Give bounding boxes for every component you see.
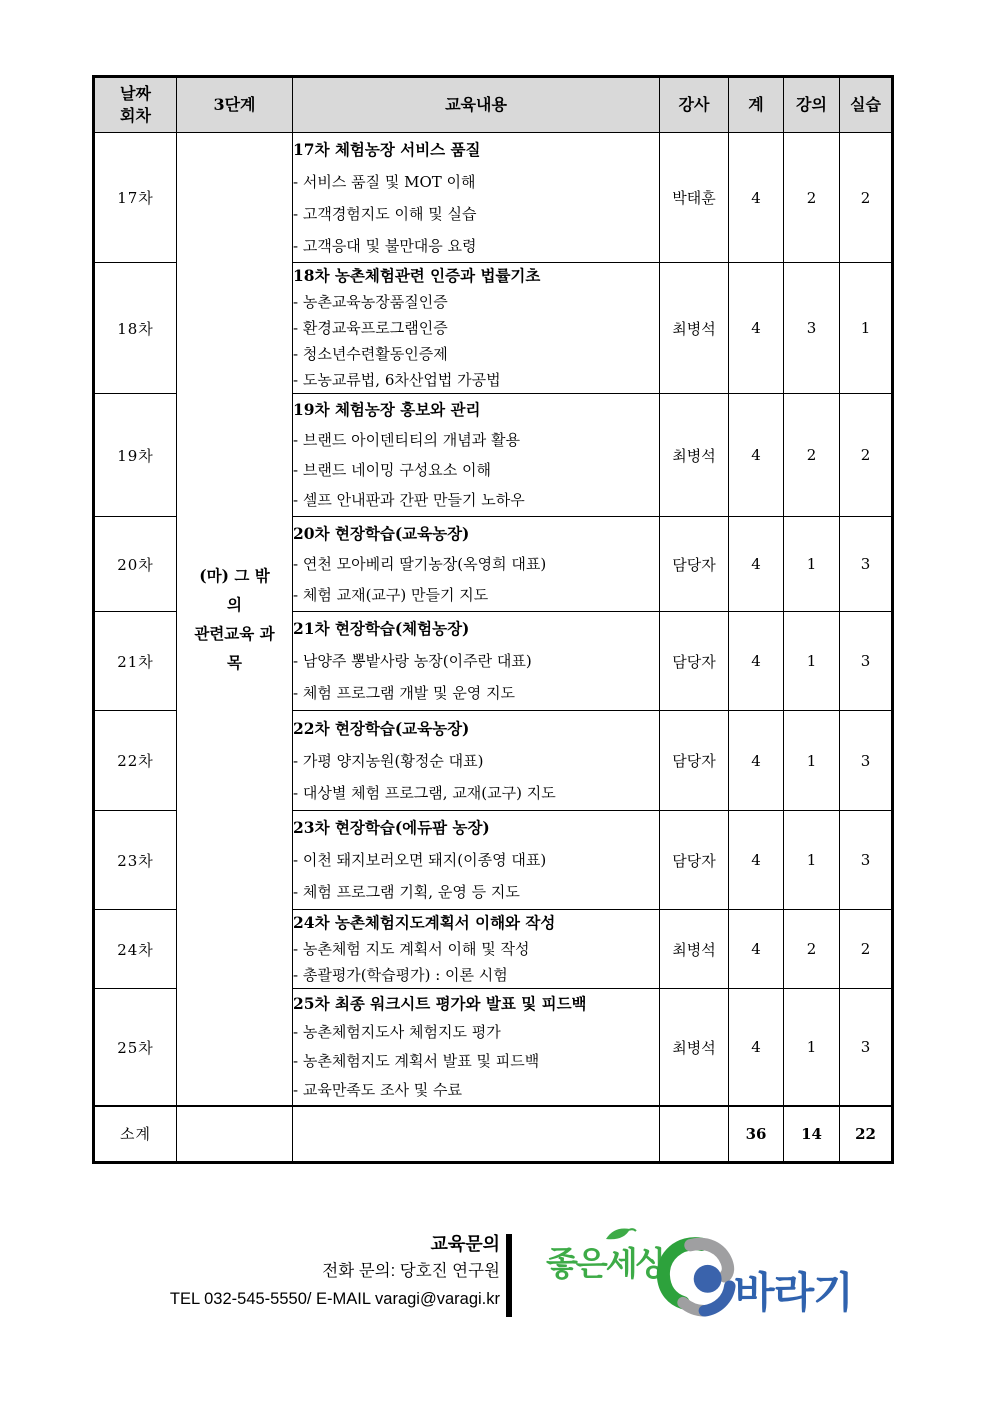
- curriculum-table: [92, 75, 894, 1164]
- lesson-bullet: - 농촌체험지도사 체험지도 평가: [293, 1023, 501, 1041]
- col-header-total: 계: [729, 77, 784, 133]
- practice-hours-cell: 2: [840, 394, 893, 517]
- total-hours-cell: 4: [729, 811, 784, 910]
- col-header-practice: 실습: [840, 77, 893, 133]
- instructor-cell: 최병석: [660, 910, 729, 989]
- total-hours-cell: 4: [729, 612, 784, 711]
- lesson-title: 24차 농촌체험지도계획서 이해와 작성: [293, 913, 556, 932]
- lesson-title: 17차 체험농장 서비스 품질: [293, 139, 481, 159]
- logo-text-left: 좋은세상: [546, 1245, 666, 1282]
- contact-block: [0, 1231, 500, 1313]
- lecture-hours-cell: 1: [784, 711, 840, 811]
- contact-tel-email-line: TEL 032-545-5550/ E-MAIL varagi@varagi.kr: [169, 1290, 500, 1308]
- content-cell: [293, 910, 660, 989]
- total-hours-cell: 4: [729, 711, 784, 811]
- lesson-title: 18차 농촌체험관련 인증과 법률기초: [293, 266, 541, 285]
- lecture-hours-cell: 1: [784, 517, 840, 612]
- total-hours-cell: 4: [729, 989, 784, 1107]
- lesson-bullet: - 이천 돼지보러오면 돼지(이종영 대표): [293, 851, 547, 869]
- practice-hours-cell: 2: [840, 910, 893, 989]
- total-hours-cell: 4: [729, 263, 784, 394]
- lesson-title: 23차 현장학습(에듀팜 농장): [293, 818, 490, 837]
- practice-hours-cell: 3: [840, 989, 893, 1107]
- lesson-title: 20차 현장학습(교육농장): [293, 523, 470, 543]
- col-header-stage: 3단계: [177, 77, 293, 133]
- lecture-hours-cell: 2: [784, 394, 840, 517]
- lecture-hours-cell: 1: [784, 811, 840, 910]
- practice-hours-cell: 3: [840, 517, 893, 612]
- content-cell: [293, 263, 660, 394]
- lesson-bullet: - 체험 프로그램 개발 및 운영 지도: [293, 684, 516, 702]
- instructor-cell: 담당자: [660, 711, 729, 811]
- session-cell: 21차: [94, 612, 177, 711]
- stage-cell: [177, 133, 293, 1107]
- logo-text-right: 바라기: [734, 1269, 853, 1316]
- subtotal-total-cell: 36: [729, 1106, 784, 1162]
- lesson-title: 25차 최종 워크시트 평가와 발표 및 피드백: [293, 994, 587, 1013]
- lesson-title: 21차 현장학습(체험농장): [293, 619, 470, 638]
- lesson-bullet: - 고객응대 및 불만대응 요령: [293, 236, 477, 255]
- lesson-bullet: - 환경교육프로그램인증: [293, 319, 448, 337]
- content-cell: [293, 711, 660, 811]
- stage-line: 목: [227, 653, 242, 672]
- instructor-cell: 최병석: [660, 989, 729, 1107]
- leaf-icon: [602, 1225, 638, 1245]
- lesson-bullet: - 연천 모아베리 딸기농장(옥영희 대표): [293, 554, 547, 573]
- lesson-title: 22차 현장학습(교육농장): [293, 718, 470, 738]
- lesson-bullet: - 총괄평가(학습평가) : 이론 시험: [293, 966, 508, 984]
- lesson-bullet: - 체험 프로그램 기획, 운영 등 지도: [293, 883, 520, 901]
- lesson-bullet: - 농촌체험 지도 계획서 이해 및 작성: [293, 940, 530, 958]
- practice-hours-cell: 3: [840, 711, 893, 811]
- subtotal-stage-cell: [177, 1106, 293, 1162]
- lecture-hours-cell: 2: [784, 133, 840, 263]
- subtotal-content-cell: [293, 1106, 660, 1162]
- lesson-bullet: - 셀프 안내판과 간판 만들기 노하우: [293, 491, 525, 509]
- col-header-session-line1: 날짜: [120, 84, 151, 104]
- lesson-bullet: - 브랜드 네이밍 구성요소 이해: [293, 461, 492, 479]
- lecture-hours-cell: 3: [784, 263, 840, 394]
- practice-hours-cell: 3: [840, 612, 893, 711]
- content-cell: [293, 517, 660, 612]
- lesson-bullet: - 남양주 뽕밭사랑 농장(이주란 대표): [293, 652, 532, 670]
- practice-hours-cell: 3: [840, 811, 893, 910]
- table-header-row: [94, 77, 893, 133]
- contact-phone-line: 전화 문의: 당호진 연구원: [322, 1262, 500, 1280]
- lesson-bullet: - 체험 교재(교구) 만들기 지도: [293, 585, 489, 604]
- company-logo: [542, 1228, 882, 1323]
- instructor-cell: 최병석: [660, 394, 729, 517]
- subtotal-label-cell: 소계: [94, 1106, 177, 1162]
- instructor-cell: 박태훈: [660, 133, 729, 263]
- lecture-hours-cell: 1: [784, 612, 840, 711]
- content-cell: [293, 133, 660, 263]
- session-cell: 17차: [94, 133, 177, 263]
- lesson-bullet: - 대상별 체험 프로그램, 교재(교구) 지도: [293, 783, 556, 802]
- lecture-hours-cell: 2: [784, 910, 840, 989]
- lesson-bullet: - 도농교류법, 6차산업법 가공법: [293, 371, 501, 389]
- session-cell: 22차: [94, 711, 177, 811]
- col-header-session-line2: 회차: [120, 106, 151, 125]
- stage-line: 관련교육 과: [194, 624, 275, 643]
- session-cell: 18차: [94, 263, 177, 394]
- session-cell: 19차: [94, 394, 177, 517]
- content-cell: [293, 811, 660, 910]
- lesson-bullet: - 고객경험지도 이해 및 실습: [293, 204, 477, 223]
- vertical-divider: [506, 1234, 512, 1317]
- session-cell: 23차: [94, 811, 177, 910]
- content-cell: [293, 394, 660, 517]
- session-cell: 24차: [94, 910, 177, 989]
- lesson-bullet: - 청소년수련활동인증제: [293, 345, 448, 363]
- lesson-bullet: - 브랜드 아이덴티티의 개념과 활용: [293, 431, 521, 449]
- stage-line: 의: [227, 595, 242, 614]
- subtotal-row: [94, 1106, 893, 1162]
- instructor-cell: 최병석: [660, 263, 729, 394]
- lecture-hours-cell: 1: [784, 989, 840, 1107]
- instructor-cell: 담당자: [660, 517, 729, 612]
- lesson-bullet: - 교육만족도 조사 및 수료: [293, 1081, 463, 1099]
- contact-title: 교육문의: [430, 1234, 500, 1254]
- table-row: [94, 133, 893, 263]
- lesson-bullet: - 서비스 품질 및 MOT 이해: [293, 172, 476, 191]
- total-hours-cell: 4: [729, 394, 784, 517]
- lesson-bullet: - 농촌체험지도 계획서 발표 및 피드백: [293, 1052, 540, 1070]
- col-header-content: 교육내용: [293, 77, 660, 133]
- lesson-bullet: - 가평 양지농원(황정순 대표): [293, 751, 484, 770]
- subtotal-instructor-cell: [660, 1106, 729, 1162]
- lesson-bullet: - 농촌교육농장품질인증: [293, 293, 448, 311]
- instructor-cell: 담당자: [660, 612, 729, 711]
- total-hours-cell: 4: [729, 517, 784, 612]
- content-cell: [293, 612, 660, 711]
- stage-line: (마) 그 밖: [199, 566, 270, 585]
- lesson-title: 19차 체험농장 홍보와 관리: [293, 400, 481, 419]
- session-cell: 20차: [94, 517, 177, 612]
- s-swirl-icon: [656, 1236, 738, 1320]
- total-hours-cell: 4: [729, 910, 784, 989]
- total-hours-cell: 4: [729, 133, 784, 263]
- practice-hours-cell: 2: [840, 133, 893, 263]
- col-header-lecture: 강의: [784, 77, 840, 133]
- practice-hours-cell: 1: [840, 263, 893, 394]
- col-header-session: [94, 77, 177, 133]
- subtotal-lecture-cell: 14: [784, 1106, 840, 1162]
- subtotal-practice-cell: 22: [840, 1106, 893, 1162]
- content-cell: [293, 989, 660, 1107]
- col-header-instructor: 강사: [660, 77, 729, 133]
- session-cell: 25차: [94, 989, 177, 1107]
- instructor-cell: 담당자: [660, 811, 729, 910]
